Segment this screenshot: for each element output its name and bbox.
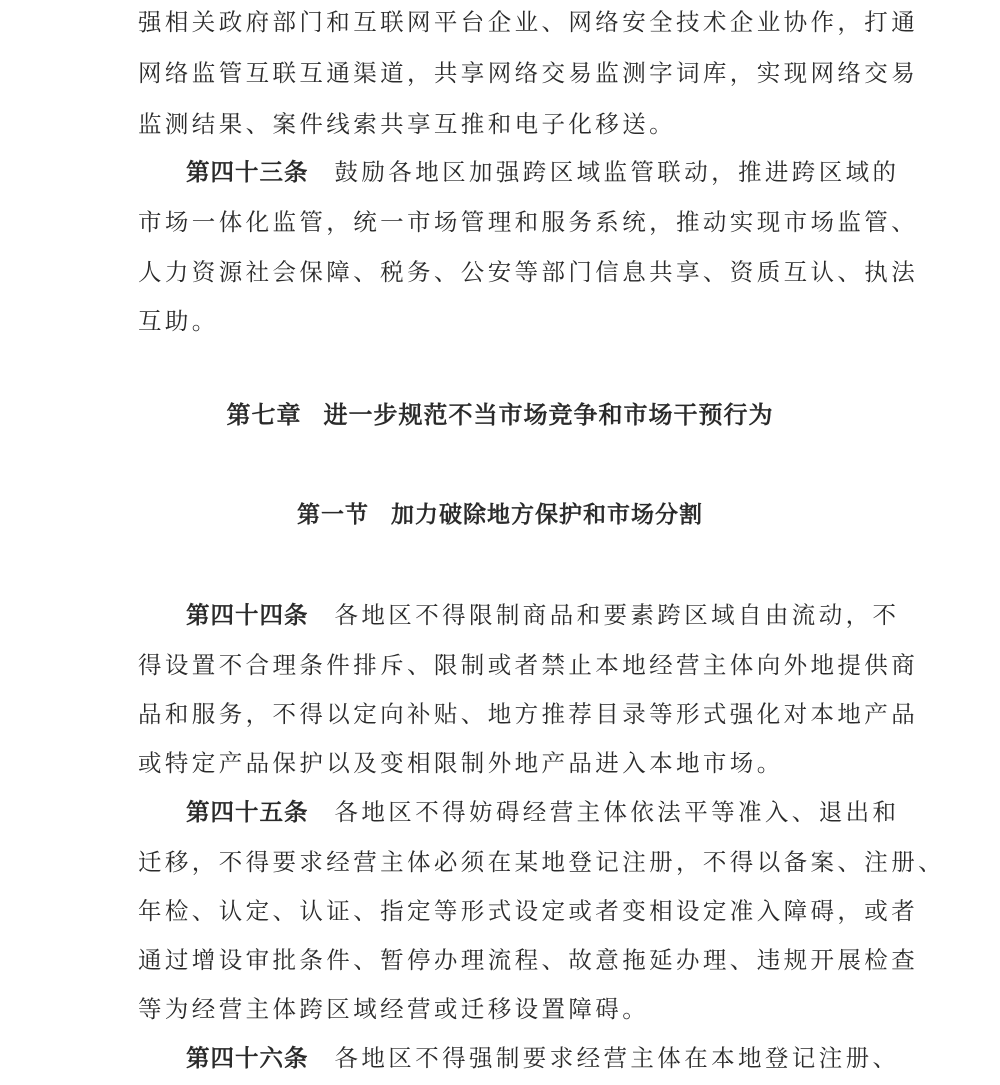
article-46-text: 各地区不得强制要求经营主体在本地登记注册、: [334, 1044, 900, 1072]
article-43-first-line: [186, 156, 900, 188]
paragraph-line: 人力资源社会保障、税务、公安等部门信息共享、资质互认、执法: [138, 258, 919, 286]
chapter-heading: [0, 398, 1000, 432]
article-45-label: 第四十五条: [186, 798, 309, 826]
paragraph-line: 互助。: [138, 307, 219, 335]
paragraph-line: 市场一体化监管，统一市场管理和服务系统，推动实现市场监管、: [138, 208, 919, 236]
paragraph-line: 品和服务，不得以定向补贴、地方推荐目录等形式强化对本地产品: [138, 700, 919, 728]
article-44-text: 各地区不得限制商品和要素跨区域自由流动，不: [334, 601, 900, 629]
article-45-first-line: [186, 796, 900, 828]
paragraph-line: 迁移，不得要求经营主体必须在某地登记注册，不得以备案、注册、: [138, 848, 945, 876]
paragraph-line: 得设置不合理条件排斥、限制或者禁止本地经营主体向外地提供商: [138, 651, 919, 679]
paragraph-line: 通过增设审批条件、暂停办理流程、故意拖延办理、违规开展检查: [138, 946, 919, 974]
chapter-title: 进一步规范不当市场竞争和市场干预行为: [323, 400, 774, 429]
article-44-label: 第四十四条: [186, 601, 309, 629]
article-43-label: 第四十三条: [186, 158, 309, 186]
section-title: 加力破除地方保护和市场分割: [391, 502, 703, 528]
article-46-first-line: [186, 1042, 900, 1074]
paragraph-line: 年检、认定、认证、指定等形式设定或者变相设定准入障碍，或者: [138, 897, 919, 925]
paragraph-line: 等为经营主体跨区域经营或迁移设置障碍。: [138, 995, 650, 1023]
paragraph-line: 或特定产品保护以及变相限制外地产品进入本地市场。: [138, 749, 784, 777]
section-number: 第一节: [297, 502, 369, 528]
paragraph-line: 网络监管互联互通渠道，共享网络交易监测字词库，实现网络交易: [138, 59, 919, 87]
article-44-first-line: [186, 599, 900, 631]
section-heading: [0, 498, 1000, 532]
article-43-text: 鼓励各地区加强跨区域监管联动，推进跨区域的: [334, 158, 900, 186]
paragraph-line: 监测结果、案件线索共享互推和电子化移送。: [138, 110, 676, 138]
article-46-label: 第四十六条: [186, 1044, 309, 1072]
paragraph-line: 强相关政府部门和互联网平台企业、网络安全技术企业协作，打通: [138, 8, 919, 36]
article-45-text: 各地区不得妨碍经营主体依法平等准入、退出和: [334, 798, 900, 826]
chapter-number: 第七章: [226, 400, 302, 429]
